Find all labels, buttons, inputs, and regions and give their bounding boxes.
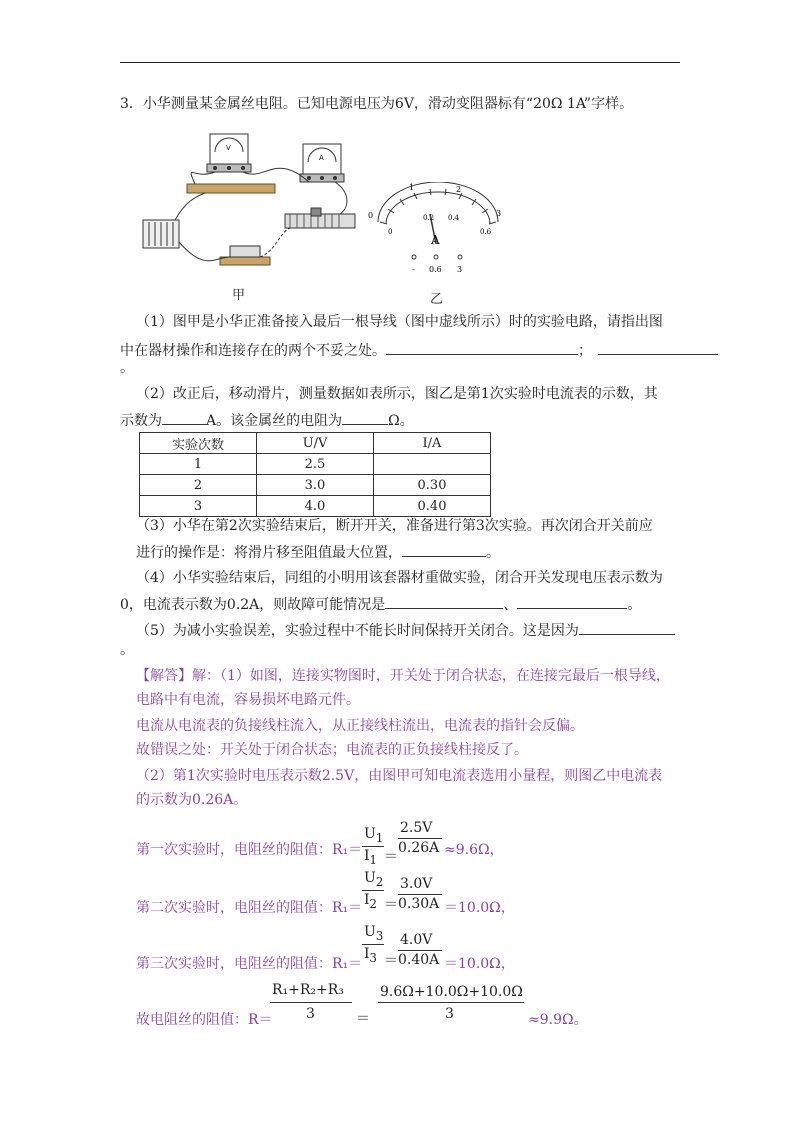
dial-ticks bbox=[380, 189, 496, 224]
table-cell: 4.0 bbox=[257, 496, 374, 517]
dial-bottom-2: 0.4 bbox=[448, 214, 460, 222]
answer-line5: （2）第1次实验时电压表示数2.5V，由图甲可知电流表选用小量程，则图乙中电流表 bbox=[136, 768, 663, 784]
figure-caption-a: 甲 bbox=[232, 288, 246, 303]
ammeter-dial bbox=[368, 182, 510, 278]
q2-line2 bbox=[120, 410, 414, 431]
table-header-cell: 实验次数 bbox=[140, 433, 257, 454]
q4-line2 bbox=[120, 594, 641, 615]
q2-line1: （2）改正后，移动滑片，测量数据如表所示，图乙是第1次实验时电流表的示数，其 bbox=[136, 386, 658, 402]
dial-bottom-0: 0 bbox=[388, 228, 393, 236]
dial-top-3: 3 bbox=[496, 209, 502, 218]
r1-den: $I_1$ bbox=[364, 848, 377, 867]
q3-blank[interactable] bbox=[402, 542, 486, 557]
svg-text:V: V bbox=[226, 144, 231, 152]
q2-text-b: A。该金属丝的电阻为 bbox=[206, 413, 343, 429]
table-header-cell: U/V bbox=[257, 433, 374, 454]
r3-label: 第三次实验时，电阻丝的阻值：R₁＝ bbox=[136, 956, 363, 972]
dial-top-1: 1 bbox=[409, 183, 415, 192]
r2-vnum: 3.0V bbox=[400, 876, 433, 892]
q4-blank-2[interactable] bbox=[517, 594, 627, 609]
table-cell: 1 bbox=[140, 454, 257, 475]
q4-text: 0，电流表示数为0.2A，则故障可能情况是 bbox=[120, 597, 386, 613]
table-cell: 0.40 bbox=[374, 496, 491, 517]
table-cell: 2 bbox=[140, 475, 257, 496]
dial-top-0: 0 bbox=[368, 211, 374, 220]
header-rule bbox=[120, 62, 680, 63]
q1-line2 bbox=[120, 340, 718, 361]
r2-result: ＝10.0Ω， bbox=[444, 900, 515, 916]
table-row bbox=[140, 496, 491, 517]
board-top bbox=[187, 184, 275, 193]
terminal-3: 3 bbox=[457, 265, 463, 274]
q1-blank-2[interactable] bbox=[598, 340, 718, 355]
q4-blank-1[interactable] bbox=[385, 594, 503, 609]
q2-blank-current[interactable] bbox=[162, 410, 206, 425]
r1-vden: 0.26A bbox=[398, 840, 440, 856]
r2-eq: ＝ bbox=[384, 897, 398, 913]
circuit-figure bbox=[135, 122, 360, 282]
r2-num: $U_2$ bbox=[364, 870, 384, 889]
dial-bottom-1: 0.2 bbox=[423, 214, 435, 222]
r1-eq: ＝ bbox=[384, 849, 398, 865]
table-row bbox=[140, 475, 491, 496]
rf-eq: ＝ bbox=[356, 1011, 370, 1027]
rf-result: ≈9.9Ω。 bbox=[528, 1012, 588, 1028]
rf-num1: R₁+R₂+R₃ bbox=[272, 982, 344, 998]
q5-text: （5）为减小实验误差，实验过程中不能长时间保持开关闭合。这是因为 bbox=[136, 623, 579, 639]
q1-end: 。 bbox=[120, 360, 134, 376]
q4-sep: 、 bbox=[503, 597, 518, 613]
r3-vnum: 4.0V bbox=[400, 932, 433, 948]
q2-text-c: Ω。 bbox=[388, 413, 414, 429]
q2-text-a: 示数为 bbox=[120, 413, 162, 429]
q3-line2 bbox=[136, 542, 500, 563]
q2-blank-resistance[interactable] bbox=[342, 410, 388, 425]
question-title: 3．小华测量某金属丝电阻。已知电源电压为6V，滑动变阻器标有“20Ω 1A”字样。 bbox=[120, 96, 634, 112]
q4-line1: （4）小华实验结束后，同组的小明用该套器材重做实验，闭合开关发现电压表示数为 bbox=[136, 570, 663, 586]
answer-line4: 故错误之处：开关处于闭合状态；电流表的正负接线柱接反了。 bbox=[136, 742, 528, 758]
q1-text: 中在器材操作和连接存在的两个不妥之处。 bbox=[120, 343, 386, 359]
data-table bbox=[139, 432, 491, 517]
rf-num2: 9.6Ω+10.0Ω+10.0Ω bbox=[380, 984, 523, 1000]
rf-den2: 3 bbox=[445, 1006, 454, 1022]
rf-label: 故电阻丝的阻值：R＝ bbox=[136, 1012, 273, 1028]
table-cell: 2.5 bbox=[257, 454, 374, 475]
table-row bbox=[140, 454, 491, 475]
dial-bottom-3: 0.6 bbox=[480, 228, 492, 236]
answer-line6: 的示数为0.26A。 bbox=[136, 792, 248, 808]
q3-end: 。 bbox=[486, 545, 500, 561]
q5-blank[interactable] bbox=[579, 620, 675, 635]
switch-icon bbox=[220, 257, 270, 265]
table-header-row bbox=[140, 433, 491, 454]
r1-num: $U_1$ bbox=[364, 826, 384, 845]
table-cell: 0.30 bbox=[374, 475, 491, 496]
r1-vnum: 2.5V bbox=[400, 820, 433, 836]
figure-caption-b: 乙 bbox=[430, 292, 444, 307]
dial-unit: A bbox=[431, 233, 440, 247]
table-cell[interactable] bbox=[374, 454, 491, 475]
r3-num: $U_3$ bbox=[364, 924, 384, 943]
r1-result: ≈9.6Ω， bbox=[444, 842, 504, 858]
q5-line1 bbox=[136, 620, 675, 641]
r3-vden: 0.40A bbox=[398, 952, 440, 968]
r2-den: $I_2$ bbox=[364, 892, 377, 911]
table-cell: 3.0 bbox=[257, 475, 374, 496]
q3-text: 进行的操作是：将滑片移至阻值最大位置， bbox=[136, 545, 402, 561]
table-header-cell: I/A bbox=[374, 433, 491, 454]
q3-line1: （3）小华在第2次实验结束后，断开开关，准备进行第3次实验。再次闭合开关前应 bbox=[136, 518, 653, 534]
r3-eq: ＝ bbox=[384, 953, 398, 969]
q1-blank-1[interactable] bbox=[386, 340, 578, 355]
svg-text:A: A bbox=[319, 154, 324, 162]
q4-end: 。 bbox=[627, 597, 642, 613]
answer-line3: 电流从电流表的负接线柱流入，从正接线柱流出，电流表的指针会反偏。 bbox=[136, 718, 584, 734]
r3-den: $I_3$ bbox=[364, 946, 377, 965]
rf-den1: 3 bbox=[306, 1006, 315, 1022]
r1-label: 第一次实验时，电阻丝的阻值：R₁＝ bbox=[136, 842, 363, 858]
r2-label: 第二次实验时，电阻丝的阻值：R₁＝ bbox=[136, 900, 363, 916]
q1-line1: （1）图甲是小华正准备接入最后一根导线（图中虚线所示）时的实验电路，请指出图 bbox=[136, 314, 663, 330]
answer-line2: 电路中有电流，容易损坏电路元件。 bbox=[136, 692, 360, 708]
terminal-0-6: 0.6 bbox=[429, 265, 442, 274]
terminal-neg: - bbox=[412, 265, 415, 274]
r2-vden: 0.30A bbox=[398, 896, 440, 912]
q1-sep: ； bbox=[578, 343, 592, 359]
r3-result: ＝10.0Ω， bbox=[444, 956, 515, 972]
q5-end: 。 bbox=[120, 642, 134, 658]
dial-top-2: 2 bbox=[456, 185, 462, 194]
answer-line1: 【解答】解：（1）如图，连接实物图时，开关处于闭合状态，在连接完最后一根导线， bbox=[136, 668, 670, 684]
table-cell: 3 bbox=[140, 496, 257, 517]
